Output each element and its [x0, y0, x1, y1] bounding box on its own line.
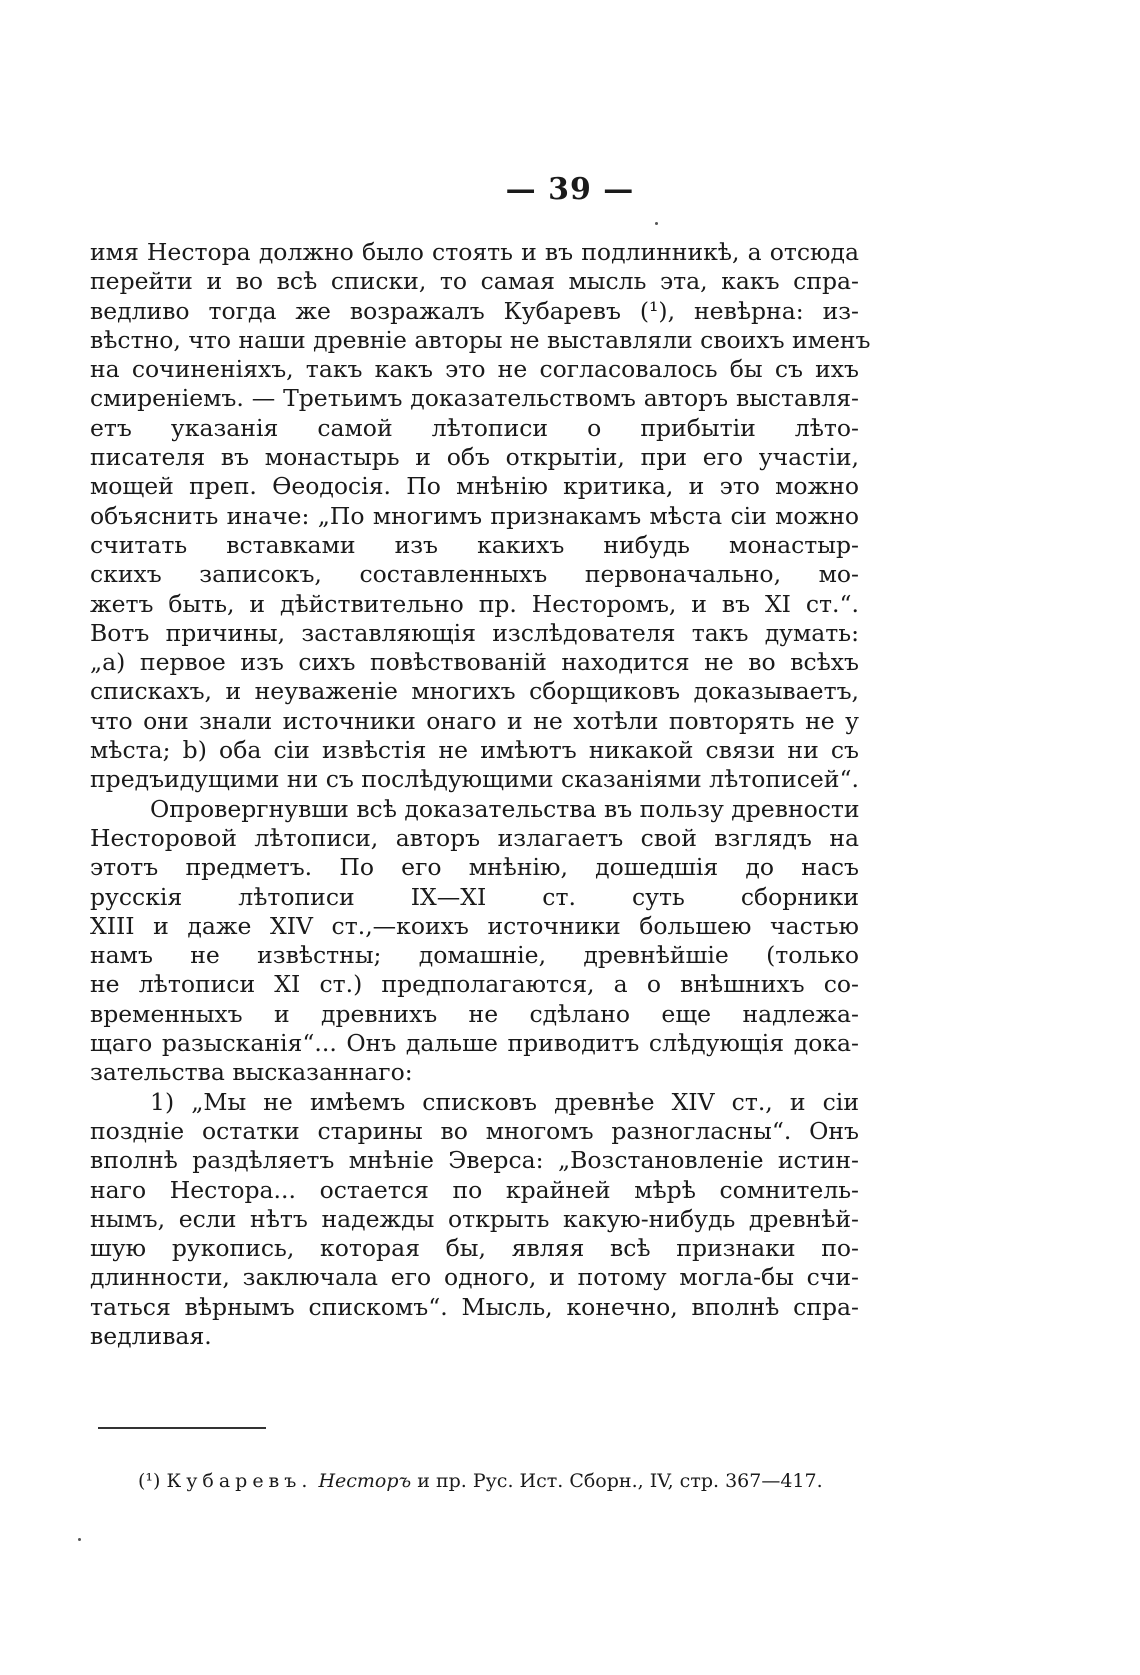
scan-speck — [655, 222, 658, 225]
text-line: жетъ быть, и дѣйствительно пр. Несторомъ, и въ XI ст.“. — [90, 589, 859, 618]
text-line: зательства высказаннаго: — [90, 1058, 413, 1087]
footnote-marker: (¹) — [138, 1470, 161, 1492]
text-line: на сочиненіяхъ, такъ какъ это не согласовалось бы съ ихъ — [90, 355, 859, 384]
text-line: смиреніемъ. — Третьимъ доказательствомъ авторъ выставля- — [90, 384, 859, 413]
text-line: скихъ записокъ, составленныхъ первоначально, мо- — [90, 560, 859, 589]
text-line: не лѣтописи XI ст.) предполагаются, а о внѣшнихъ со- — [90, 970, 859, 999]
text-line: длинности, заключала его одного, и потому могла-бы счи- — [90, 1263, 859, 1292]
text-line: вѣстно, что наши древніе авторы не выставляли своихъ именъ — [90, 325, 871, 354]
text-line: поздніе остатки старины во многомъ разногласны“. Онъ — [90, 1116, 859, 1145]
text-line: таться вѣрнымъ спискомъ“. Мысль, конечно, вполнѣ спра- — [90, 1292, 859, 1321]
text-line: перейти и во всѣ списки, то самая мысль эта, какъ спра- — [90, 267, 859, 296]
text-line: XIII и даже XIV ст.,—коихъ источники большею частью — [90, 911, 859, 940]
text-line: объяснить иначе: „По многимъ признакамъ мѣста сіи можно — [90, 501, 859, 530]
text-line: намъ не извѣстны; домашніе, древнѣйшіе (только — [90, 941, 859, 970]
footnote-reference: и пр. Рус. Ист. Сборн., IV, стр. 367—417. — [417, 1470, 823, 1492]
body-text — [90, 238, 871, 1351]
text-line: мѣста; b) оба сіи извѣстія не имѣютъ никакой связи ни съ — [90, 736, 859, 765]
text-line: шую рукопись, которая бы, являя всѣ признаки по- — [90, 1234, 859, 1263]
text-line: наго Нестора... остается по крайней мѣрѣ сомнитель- — [90, 1175, 859, 1204]
scan-speck — [78, 1538, 81, 1541]
text-line: ведливая. — [90, 1321, 212, 1350]
text-line: Опровергнувши всѣ доказательства въ пользу древности — [150, 794, 860, 823]
text-line: считать вставками изъ какихъ нибудь монастыр- — [90, 530, 859, 559]
text-line: писателя въ монастырь и объ открытіи, при его участіи, — [90, 443, 859, 472]
text-line: 1) „Мы не имѣемъ списковъ древнѣе XIV ст., и сіи — [150, 1087, 859, 1116]
text-line: Вотъ причины, заставляющія изслѣдователя такъ думать: — [90, 618, 859, 647]
text-line: спискахъ, и неуваженіе многихъ сборщиковъ доказываетъ, — [90, 677, 859, 706]
text-line: временныхъ и древнихъ не сдѣлано еще надлежа- — [90, 999, 859, 1028]
text-line: етъ указанія самой лѣтописи о прибытіи лѣто- — [90, 413, 859, 442]
text-line: имя Нестора должно было стоять и въ подлинникѣ, а отсюда — [90, 238, 859, 266]
footnote — [138, 1468, 858, 1494]
footnote-divider — [98, 1427, 266, 1429]
text-line: „a) первое изъ сихъ повѣствованій находится не во всѣхъ — [90, 648, 859, 677]
text-line: предъидущими ни съ послѣдующими сказаніями лѣтописей“. — [90, 765, 859, 794]
text-line: Несторовой лѣтописи, авторъ излагаетъ свой взглядъ на — [90, 823, 859, 852]
text-line: ведливо тогда же возражалъ Кубаревъ (¹), невѣрна: из- — [90, 296, 859, 325]
text-line: этотъ предметъ. По его мнѣнію, дошедшія до насъ — [90, 853, 859, 882]
footnote-author: Кубаревъ. — [166, 1470, 313, 1492]
text-line: нымъ, если нѣтъ надежды открыть какую-нибудь древнѣй- — [90, 1204, 859, 1233]
footnote-title: Несторъ — [318, 1470, 412, 1492]
text-line: вполнѣ раздѣляетъ мнѣніе Эверса: „Возстановленіе истин- — [90, 1146, 859, 1175]
text-line: русскія лѣтописи IX—XI ст. суть сборники — [90, 882, 859, 911]
text-line: мощей преп. Ѳеодосія. По мнѣнію критика, и это можно — [90, 472, 859, 501]
page-number: — 39 — — [505, 172, 635, 207]
text-line: что они знали источники онаго и не хотѣли повторять не у — [90, 706, 859, 735]
text-line: щаго разысканія“... Онъ дальше приводитъ слѣдующія дока- — [90, 1029, 859, 1058]
